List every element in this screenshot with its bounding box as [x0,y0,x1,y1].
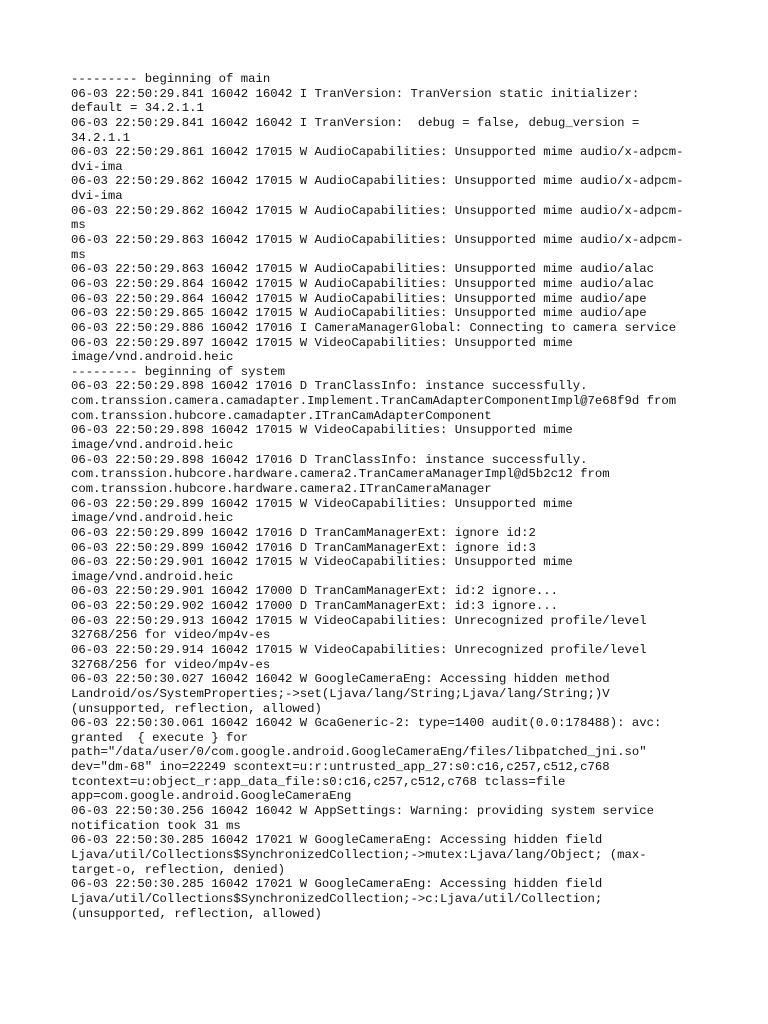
log-line: 06-03 22:50:29.898 16042 17015 W VideoCapabilities: Unsupported mime [71,423,573,438]
log-line: default = 34.2.1.1 [71,101,204,116]
log-line: 06-03 22:50:29.861 16042 17015 W AudioCapabilities: Unsupported mime audio/x-adpcm- [71,145,684,160]
log-line: --------- beginning of main [71,72,271,86]
log-line: image/vnd.android.heic [71,569,234,584]
log-line: 06-03 22:50:29.863 16042 17015 W AudioCapabilities: Unsupported mime audio/x-adpcm- [71,233,684,248]
log-line: 32768/256 for video/mp4v-es [71,657,271,672]
log-line: 06-03 22:50:29.898 16042 17016 D TranClassInfo: instance successfully. [71,379,588,394]
log-line: 06-03 22:50:29.863 16042 17015 W AudioCapabilities: Unsupported mime audio/alac [71,262,654,277]
log-line: 06-03 22:50:29.902 16042 17000 D TranCamManagerExt: id:3 ignore... [71,599,559,614]
log-line: app=com.google.android.GoogleCameraEng [71,789,352,804]
log-line: image/vnd.android.heic [71,350,234,365]
log-line: 06-03 22:50:30.061 16042 16042 W GcaGeneric-2: type=1400 audit(0.0:178488): avc: [71,716,662,731]
log-line: Ljava/util/Collections$SynchronizedCollection;->mutex:Ljava/lang/Object; (max- [71,847,647,862]
log-line: 06-03 22:50:29.914 16042 17015 W VideoCapabilities: Unrecognized profile/level [71,642,647,657]
log-line: 06-03 22:50:30.256 16042 16042 W AppSettings: Warning: providing system service [71,804,654,819]
log-line: com.transsion.camera.camadapter.Implement.TranCamAdapterComponentImpl@7e68f9d from [71,394,677,409]
log-line: path="/data/user/0/com.google.android.GoogleCameraEng/files/libpatched_jni.so" [71,745,647,760]
log-line: 06-03 22:50:29.901 16042 17015 W VideoCapabilities: Unsupported mime [71,555,573,570]
log-line: 32768/256 for video/mp4v-es [71,628,271,643]
log-line: (unsupported, reflection, allowed) [71,701,322,716]
log-line: 06-03 22:50:29.864 16042 17015 W AudioCapabilities: Unsupported mime audio/ape [71,291,647,306]
log-line: 06-03 22:50:29.862 16042 17015 W AudioCapabilities: Unsupported mime audio/x-adpcm- [71,174,684,189]
log-line: ms [71,247,86,262]
log-line: 06-03 22:50:29.864 16042 17015 W AudioCapabilities: Unsupported mime audio/alac [71,276,654,291]
log-line: 06-03 22:50:29.886 16042 17016 I CameraManagerGlobal: Connecting to camera service [71,320,677,335]
log-line: com.transsion.hubcore.camadapter.ITranCamAdapterComponent [71,408,492,423]
log-line: 06-03 22:50:29.899 16042 17015 W VideoCapabilities: Unsupported mime [71,496,573,511]
log-line: 34.2.1.1 [71,130,131,145]
log-line: Landroid/os/SystemProperties;->set(Ljava/lang/String;Ljava/lang/String;)V [71,686,610,701]
log-line: 06-03 22:50:29.899 16042 17016 D TranCamManagerExt: ignore id:2 [71,525,536,540]
log-line: target-o, reflection, denied) [71,862,286,877]
log-line: granted { execute } for [71,730,249,745]
log-line: com.transsion.hubcore.hardware.camera2.TranCameraManagerImpl@d5b2c12 from [71,467,610,482]
log-line: 06-03 22:50:29.901 16042 17000 D TranCamManagerExt: id:2 ignore... [71,584,559,599]
log-line: notification took 31 ms [71,818,241,833]
log-line: ms [71,218,86,233]
log-line: 06-03 22:50:30.027 16042 16042 W GoogleCameraEng: Accessing hidden method [71,672,610,687]
log-line: Ljava/util/Collections$SynchronizedCollection;->c:Ljava/util/Collection; [71,891,603,906]
log-line: --------- beginning of system [71,364,286,379]
log-line: (unsupported, reflection, allowed) [71,906,322,921]
log-line: 06-03 22:50:30.285 16042 17021 W GoogleCameraEng: Accessing hidden field [71,833,603,848]
log-line: 06-03 22:50:29.841 16042 16042 I TranVersion: TranVersion static initializer: [71,86,640,101]
log-line: com.transsion.hubcore.hardware.camera2.ITranCameraManager [71,481,492,496]
log-line: 06-03 22:50:29.913 16042 17015 W VideoCapabilities: Unrecognized profile/level [71,613,647,628]
log-line: image/vnd.android.heic [71,438,234,453]
log-line: 06-03 22:50:29.841 16042 16042 I TranVersion: debug = false, debug_version = [71,115,640,130]
log-line: 06-03 22:50:29.898 16042 17016 D TranClassInfo: instance successfully. [71,452,588,467]
log-line: image/vnd.android.heic [71,511,234,526]
log-line: dvi-ima [71,189,123,204]
log-line: dev="dm-68" ino=22249 scontext=u:r:untrusted_app_27:s0:c16,c257,c512,c768 [71,760,610,775]
log-line: 06-03 22:50:29.862 16042 17015 W AudioCapabilities: Unsupported mime audio/x-adpcm- [71,203,684,218]
log-line: 06-03 22:50:29.899 16042 17016 D TranCamManagerExt: ignore id:3 [71,540,536,555]
log-line: 06-03 22:50:29.865 16042 17015 W AudioCapabilities: Unsupported mime audio/ape [71,306,647,321]
log-text [71,72,701,921]
log-line: tcontext=u:object_r:app_data_file:s0:c16,c257,c512,c768 tclass=file [71,774,566,789]
log-line: 06-03 22:50:29.897 16042 17015 W VideoCapabilities: Unsupported mime [71,335,573,350]
log-line: dvi-ima [71,159,123,174]
log-line: 06-03 22:50:30.285 16042 17021 W GoogleCameraEng: Accessing hidden field [71,877,603,892]
